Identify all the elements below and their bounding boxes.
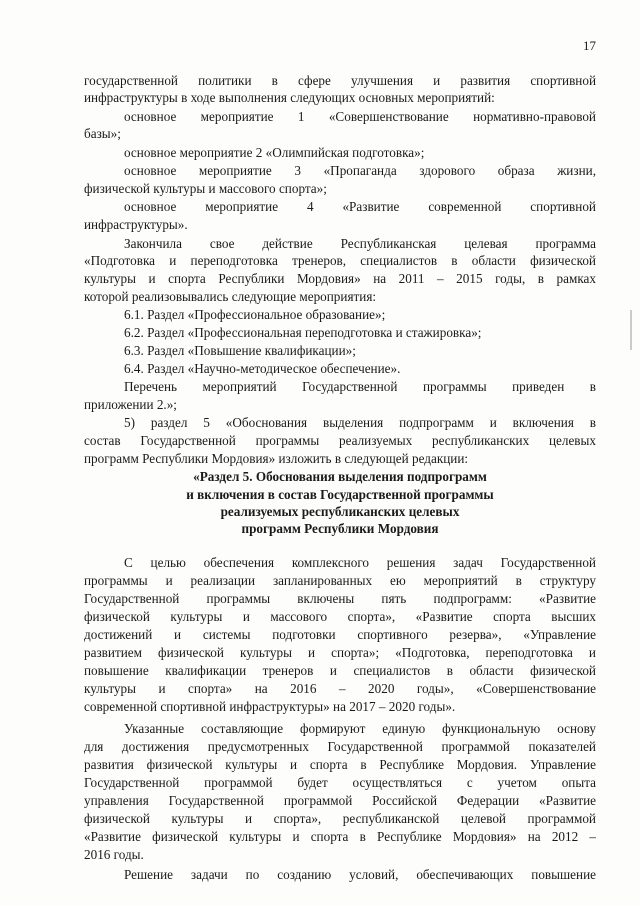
text-line: «Развитие физической культуры и спорта в Республике Мордовия» на 2012 – — [84, 829, 596, 844]
text-line: которой реализовывались следующие мероприятия: — [84, 289, 377, 304]
page-number: 17 — [583, 38, 596, 53]
text-line: для достижения предусмотренных Государственной программой показателей — [84, 739, 596, 754]
text-line: программы и реализации запланированных ею мероприятий в структуру — [84, 573, 596, 588]
text-line: Решение задачи по созданию условий, обеспечивающих повышение — [124, 867, 596, 882]
text-line: Указанные составляющие формируют единую функциональную основу — [124, 721, 596, 736]
text-line: 6.3. Раздел «Повышение квалификации»; — [124, 343, 356, 358]
section-heading-line: и включения в состав Государственной программы — [186, 487, 494, 502]
section-heading-line: «Раздел 5. Обоснования выделения подпрограмм — [193, 469, 487, 484]
text-line: физической культуры и массового спорта»; — [84, 181, 327, 196]
text-line: развития физической культуры и спорта в Республике Мордовия. Управление — [84, 757, 596, 772]
text-line: достижений и системы подготовки спортивного резерва», «Управление — [84, 627, 596, 642]
text-line: состав Государственной программы реализуемых республиканских целевых — [84, 433, 596, 448]
text-line: основное мероприятие 1 «Совершенствование нормативно-правовой — [124, 109, 596, 124]
text-line: «Подготовка и переподготовка тренеров, специалистов в области физической — [84, 253, 596, 268]
text-line: инфраструктуры в ходе выполнения следующих основных мероприятий: — [84, 90, 495, 105]
text-line: 6.2. Раздел «Профессиональная переподготовка и стажировка»; — [124, 325, 482, 340]
text-line: 5) раздел 5 «Обоснования выделения подпрограмм и включения в — [124, 415, 596, 430]
text-line: приложении 2.»; — [84, 397, 177, 412]
text-line: современной спортивной инфраструктуры» на 2017 – 2020 годы». — [84, 699, 456, 714]
section-heading-line: реализуемых республиканских целевых — [220, 504, 460, 519]
text-line: базы»; — [84, 126, 121, 141]
text-line: Закончила свое действие Республиканская целевая программа — [124, 236, 596, 251]
text-line: государственной политики в сфере улучшения и развития спортивной — [84, 73, 596, 88]
text-line: 6.1. Раздел «Профессиональное образование»; — [124, 307, 386, 322]
text-line: физической культуры и спорта», республиканской целевой программой — [84, 811, 596, 826]
text-line: 2016 годы. — [84, 847, 144, 862]
text-line: основное мероприятие 3 «Пропаганда здорового образа жизни, — [124, 163, 596, 178]
text-line: инфраструктуры». — [84, 217, 188, 232]
text-line: С целью обеспечения комплексного решения задач Государственной — [124, 555, 596, 570]
text-line: Государственной программой будет осуществляться с учетом опыта — [84, 775, 596, 790]
scan-edge-mark — [630, 310, 632, 350]
text-line: управления Государственной программой Российской Федерации «Развитие — [84, 793, 596, 808]
section-heading-line: программ Республики Мордовия — [241, 521, 439, 536]
text-line: развитием физической культуры и спорта»; «Подготовка, переподготовка и — [84, 645, 596, 660]
text-line: основное мероприятие 4 «Развитие современной спортивной — [124, 199, 596, 214]
text-line: Перечень мероприятий Государственной программы приведен в — [124, 379, 596, 394]
text-line: программ Республики Мордовия» изложить в следующей редакции: — [84, 451, 469, 466]
text-line: 6.4. Раздел «Научно-методическое обеспечение». — [124, 361, 401, 376]
text-line: культуры и спорта Республики Мордовия» на 2011 – 2015 годы, в рамках — [84, 271, 596, 286]
text-line: основное мероприятие 2 «Олимпийская подготовка»; — [124, 145, 425, 160]
text-line: культуры и спорта» на 2016 – 2020 годы», «Совершенствование — [84, 681, 596, 696]
text-line: Государственной программы включены пять подпрограмм: «Развитие — [84, 591, 596, 606]
text-line: повышение квалификации тренеров и специалистов в области физической — [84, 663, 596, 678]
text-line: физической культуры и массового спорта», «Развитие спорта высших — [84, 609, 596, 624]
